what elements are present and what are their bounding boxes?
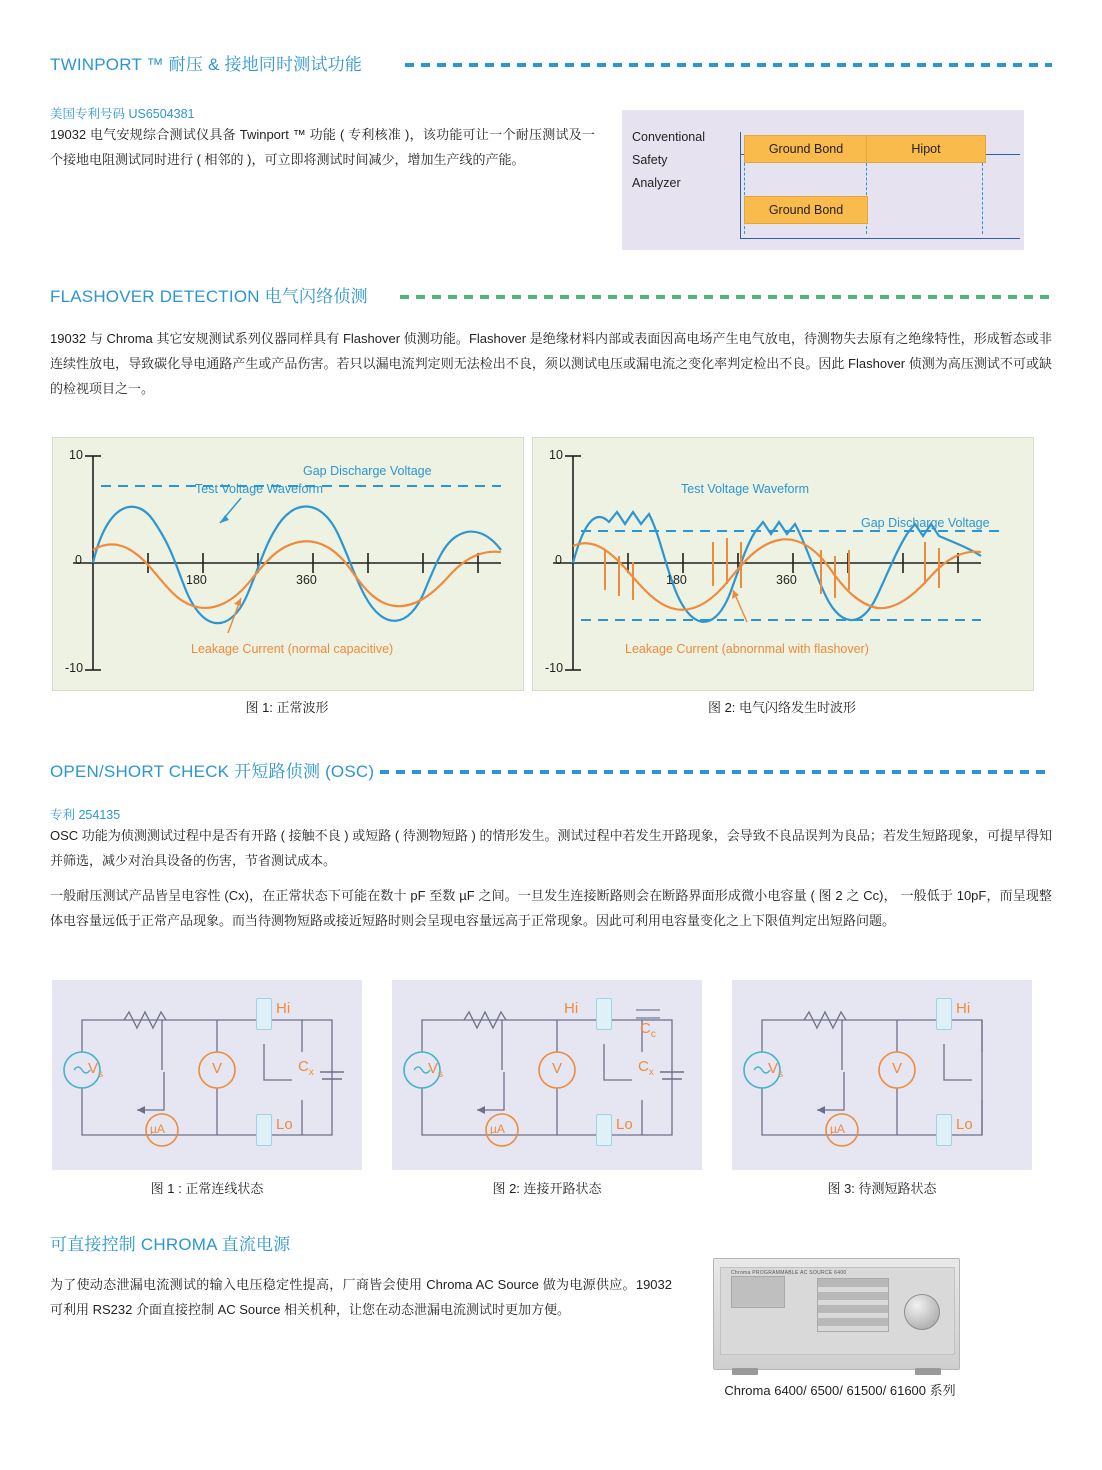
terminal-lo-pad bbox=[596, 1114, 612, 1146]
chart2-legend-test: Test Voltage Waveform bbox=[681, 482, 810, 496]
lo-label: Lo bbox=[276, 1116, 293, 1133]
chart-flashover-waveform bbox=[532, 437, 1034, 691]
chart2-legend-gap: Gap Discharge Voltage bbox=[861, 516, 990, 530]
chart2-yzero-label: 0 bbox=[555, 553, 562, 567]
source-label-sub: s bbox=[778, 1069, 784, 1080]
dcsource-image-caption: Chroma 6400/ 6500/ 61500/ 61600 系列 bbox=[724, 1383, 956, 1398]
osc-body-2: 一般耐压测试产品皆呈电容性 (Cx)，在正常状态下可能在数十 pF 至数 µF 之间。一旦发生连接断路则会在断路界面形成微小电容量 ( 图 2 之 Cc)， 一般低于 10pF，而呈现整体电容量远低于正常产品现象。而当待测物短路或接近短路时则会呈现电容量远高于正常现象。因此可利用电容量变化之上下限值判定出短路问题。 bbox=[50, 888, 1052, 928]
osc-body-1: OSC 功能为侦测测试过程中是否有开路 ( 接触不良 ) 或短路 ( 待测物短路 ) 的情形发生。测试过程中若发生开路现象，会导致不良品误判为良品；若发生短路现象，可提早得知并筛选，减少对治具设备的伤害，节省测试成本。 bbox=[50, 828, 1052, 868]
cx-label-text: C bbox=[638, 1058, 649, 1075]
chart1-legend-test: Test Voltage Waveform bbox=[195, 482, 324, 496]
chart1-xtick-360: 360 bbox=[296, 573, 317, 587]
power-supply-display bbox=[731, 1276, 785, 1308]
chart1-legend-gap: Gap Discharge Voltage bbox=[303, 464, 432, 478]
voltmeter-label: V bbox=[892, 1060, 903, 1077]
section-title-osc: OPEN/SHORT CHECK 开短路侦测 (OSC) bbox=[50, 762, 375, 781]
terminal-hi-pad bbox=[596, 998, 612, 1030]
chart2-xtick-360: 360 bbox=[776, 573, 797, 587]
power-supply-front-panel bbox=[720, 1267, 955, 1355]
twinport-patent-subtitle: 美国专利号码 US6504381 bbox=[50, 107, 195, 121]
chart2-ytop-label: 10 bbox=[549, 448, 563, 462]
source-label bbox=[88, 1060, 103, 1080]
chart1-xtick-180: 180 bbox=[186, 573, 207, 587]
cc-label bbox=[640, 1020, 656, 1040]
flashover-body: 19032 与 Chroma 其它安规测试系列仪器同样具有 Flashover 侦测功能。Flashover 是绝缘材料内部或表面因高电场产生电气放电，待测物失去原有之绝缘特性，形成暂态或非连续性放电，导致碳化导电通路产生或产品伤害。若只以漏电流判定则无法检出不良，须以测试电压或漏电流之变化率判定检出不良。因此 Flashover 侦测为高压测试不可或缺的检视项目之一。 bbox=[50, 331, 1052, 396]
power-supply-brand-text: Chroma PROGRAMMABLE AC SOURCE 6400 bbox=[731, 1270, 847, 1276]
chart-normal-waveform bbox=[52, 437, 524, 691]
circuit-open bbox=[392, 980, 702, 1170]
source-label bbox=[768, 1060, 783, 1080]
dcsource-body: 为了使动态泄漏电流测试的输入电压稳定性提高，厂商皆会使用 Chroma AC Source 做为电源供应。19032 可利用 RS232 介面直接控制 AC Source 相关机种，让您在动态泄漏电流测试时更加方便。 bbox=[50, 1277, 672, 1317]
cc-label-text: C bbox=[640, 1020, 651, 1037]
cc-label-sub: c bbox=[650, 1029, 656, 1040]
chart1-ybottom-label: -10 bbox=[65, 661, 84, 675]
terminal-lo-pad bbox=[936, 1114, 952, 1146]
power-supply-keypad bbox=[817, 1278, 889, 1332]
section-title-dcsource: 可直接控制 CHROMA 直流电源 bbox=[50, 1235, 291, 1254]
divider-flashover bbox=[400, 295, 1052, 299]
divider-twinport bbox=[405, 63, 1052, 67]
chart1-legend-leak: Leakage Current (normal capacitive) bbox=[191, 642, 394, 656]
twinport-diagram-label-2: Safety bbox=[632, 153, 668, 167]
twinport-rail-left bbox=[740, 132, 741, 238]
hi-label: Hi bbox=[276, 1000, 291, 1017]
twinport-diagram bbox=[622, 110, 1024, 250]
ammeter-label: µA bbox=[150, 1122, 165, 1136]
lo-label: Lo bbox=[616, 1116, 633, 1133]
terminal-hi-pad bbox=[256, 998, 272, 1030]
circuit2-caption: 图 2: 连接开路状态 bbox=[492, 1181, 602, 1196]
power-supply-foot-right bbox=[915, 1368, 941, 1375]
chart1-caption: 图 1: 正常波形 bbox=[245, 700, 329, 715]
twinport-rail-bottom bbox=[740, 238, 1020, 239]
circuit3-caption: 图 3: 待测短路状态 bbox=[827, 1181, 937, 1196]
ammeter-label: µA bbox=[490, 1122, 505, 1136]
cx-label-sub: x bbox=[648, 1067, 654, 1078]
chart1-ytop-label: 10 bbox=[69, 448, 83, 462]
twinport-body: 19032 电气安规综合测试仪具备 Twinport ™ 功能 ( 专利核准 )，该功能可让一个耐压测试及一个接地电阻测试同时进行 ( 相邻的 )，可立即将测试时间减少，增加生产线的产能。 bbox=[50, 127, 595, 167]
source-label-text: V bbox=[768, 1060, 779, 1077]
cx-label bbox=[298, 1058, 314, 1078]
source-label-sub: s bbox=[98, 1069, 104, 1080]
section-title-flashover: FLASHOVER DETECTION 电气闪络侦测 bbox=[50, 287, 368, 306]
power-supply-image bbox=[713, 1258, 960, 1370]
source-label-text: V bbox=[428, 1060, 439, 1077]
power-supply-foot-left bbox=[732, 1368, 758, 1375]
twinport-bar-ground-bond-bottom: Ground Bond bbox=[744, 196, 868, 224]
chart2-ybottom-label: -10 bbox=[545, 661, 564, 675]
source-label bbox=[428, 1060, 443, 1080]
terminal-hi-pad bbox=[936, 998, 952, 1030]
terminal-lo-pad bbox=[256, 1114, 272, 1146]
power-supply-knob bbox=[904, 1294, 940, 1330]
voltmeter-label: V bbox=[212, 1060, 223, 1077]
cx-label-text: C bbox=[298, 1058, 309, 1075]
twinport-bar-hipot: Hipot bbox=[866, 135, 986, 163]
chart2-caption: 图 2: 电气闪络发生时波形 bbox=[707, 700, 857, 715]
twinport-bar-ground-bond-top: Ground Bond bbox=[744, 135, 868, 163]
voltmeter-label: V bbox=[552, 1060, 563, 1077]
circuit1-caption: 图 1 : 正常连线状态 bbox=[150, 1181, 264, 1196]
source-label-text: V bbox=[88, 1060, 99, 1077]
twinport-diagram-label-1: Conventional bbox=[632, 130, 705, 144]
chart2-xtick-180: 180 bbox=[666, 573, 687, 587]
section-title-twinport: TWINPORT ™ 耐压 & 接地同时测试功能 bbox=[50, 55, 363, 74]
circuit-normal bbox=[52, 980, 362, 1170]
twinport-dash-3 bbox=[982, 158, 983, 234]
divider-osc bbox=[380, 770, 1052, 774]
lo-label: Lo bbox=[956, 1116, 973, 1133]
source-label-sub: s bbox=[438, 1069, 444, 1080]
circuit-short bbox=[732, 980, 1032, 1170]
chart1-yzero-label: 0 bbox=[75, 553, 82, 567]
chart2-legend-leak: Leakage Current (abnornmal with flashover) bbox=[625, 642, 869, 656]
hi-label: Hi bbox=[956, 1000, 971, 1017]
cx-label-sub: x bbox=[308, 1067, 314, 1078]
cx-label bbox=[638, 1058, 654, 1078]
ammeter-label: µA bbox=[830, 1122, 845, 1136]
osc-patent-subtitle: 专利 254135 bbox=[50, 808, 121, 822]
hi-label: Hi bbox=[564, 1000, 579, 1017]
twinport-diagram-label-3: Analyzer bbox=[632, 176, 681, 190]
